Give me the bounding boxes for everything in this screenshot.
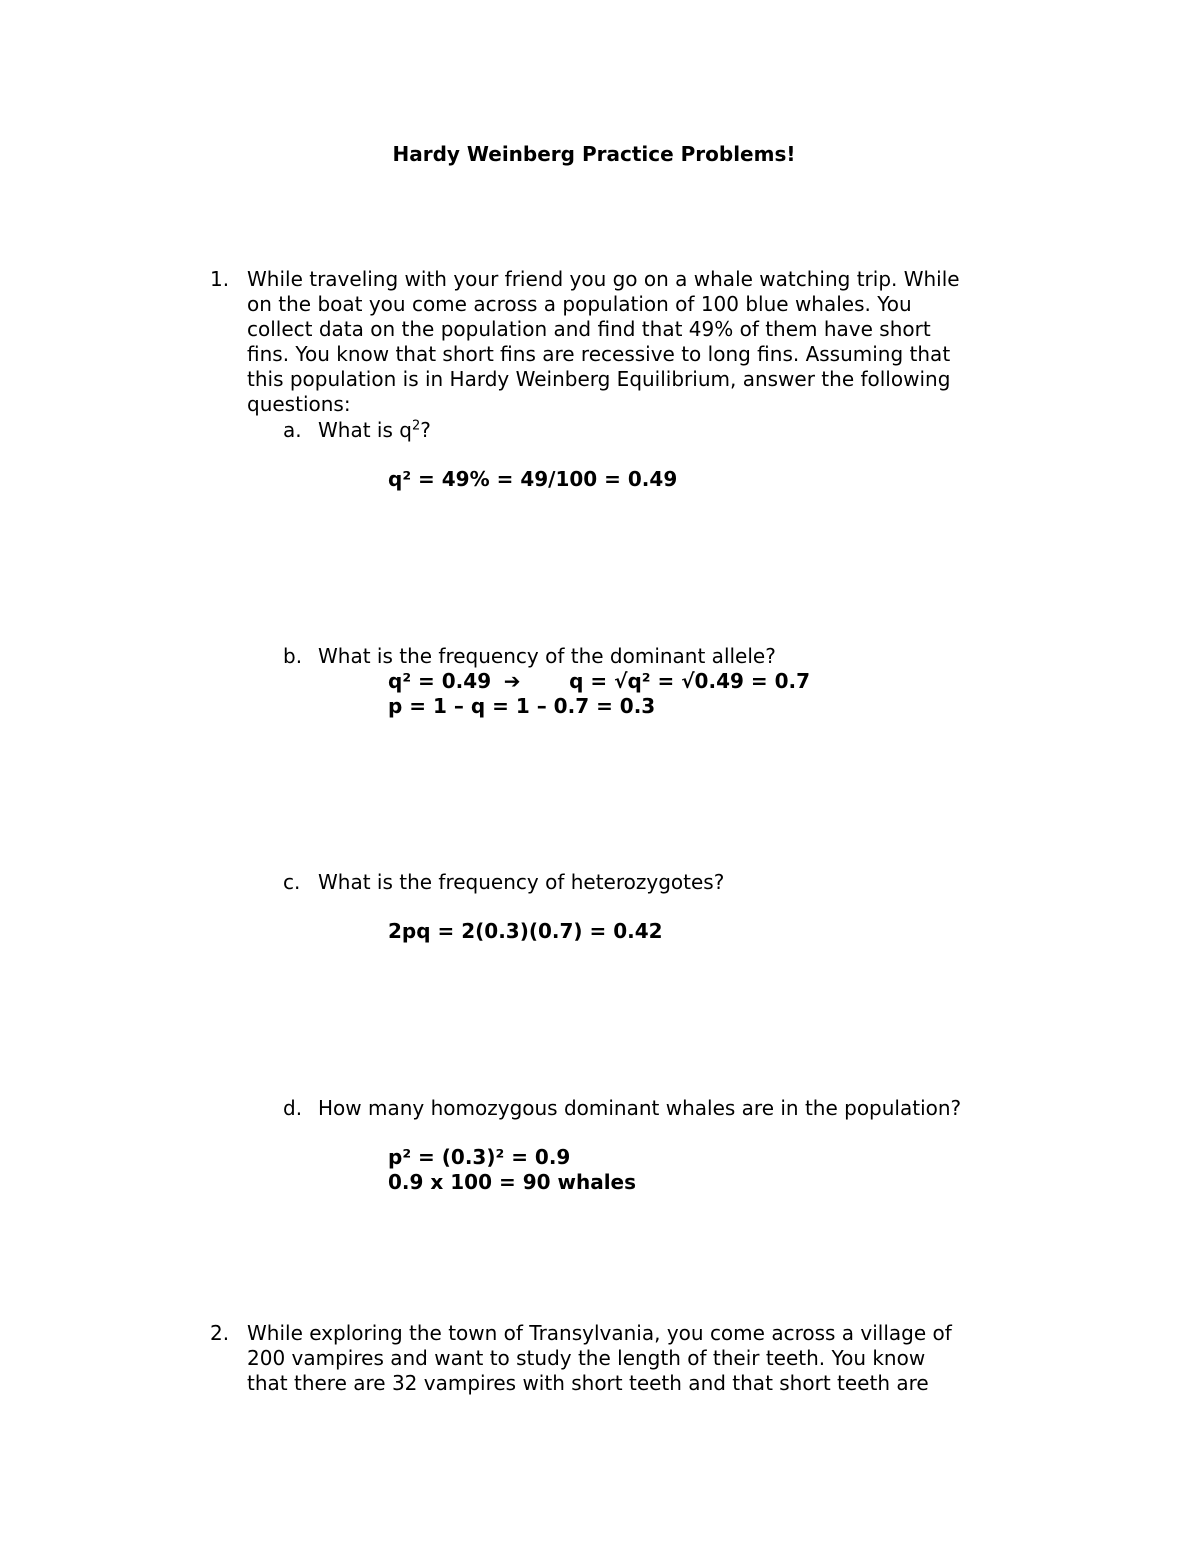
arrow-right-icon: ➔ bbox=[503, 669, 521, 693]
problem-1-line: this population is in Hardy Weinberg Equilibrium, answer the following bbox=[247, 367, 951, 391]
problem-2-line: that there are 32 vampires with short teeth and that short teeth are bbox=[247, 1371, 929, 1395]
problem-1-line: While traveling with your friend you go on a whale watching trip. While bbox=[247, 267, 960, 291]
problem-1-line: questions: bbox=[247, 392, 351, 416]
problem-2-line: 200 vampires and want to study the length of their teeth. You know bbox=[247, 1346, 926, 1370]
answer-c: 2pq = 2(0.3)(0.7) = 0.42 bbox=[388, 919, 663, 943]
problem-2-text bbox=[247, 1321, 1037, 1396]
problem-2-number: 2. bbox=[210, 1321, 230, 1345]
problem-1-text bbox=[247, 267, 1037, 417]
question-a-text bbox=[318, 418, 431, 442]
answer-d-line-2: 0.9 x 100 = 90 whales bbox=[388, 1170, 637, 1194]
document-title: Hardy Weinberg Practice Problems! bbox=[392, 142, 796, 166]
question-c-text: What is the frequency of heterozygotes? bbox=[318, 870, 725, 894]
question-d-text: How many homozygous dominant whales are in the population? bbox=[318, 1096, 962, 1120]
answer-b-line-1 bbox=[388, 669, 810, 694]
answer-b-line-2: p = 1 – q = 1 – 0.7 = 0.3 bbox=[388, 694, 656, 718]
answer-b-right: q = √q² = √0.49 = 0.7 bbox=[569, 669, 811, 693]
question-d-letter: d. bbox=[283, 1096, 303, 1120]
problem-1-line: collect data on the population and find that 49% of them have short bbox=[247, 317, 931, 341]
answer-d-line-1: p² = (0.3)² = 0.9 bbox=[388, 1145, 571, 1169]
problem-1-number: 1. bbox=[210, 267, 230, 291]
question-b-letter: b. bbox=[283, 644, 303, 668]
answer-a: q² = 49% = 49/100 = 0.49 bbox=[388, 467, 678, 491]
question-a-suffix: ? bbox=[420, 418, 431, 442]
answer-b bbox=[388, 669, 810, 719]
question-a-superscript: 2 bbox=[411, 418, 421, 434]
question-b-text: What is the frequency of the dominant allele? bbox=[318, 644, 776, 668]
answer-d bbox=[388, 1145, 636, 1195]
question-c-letter: c. bbox=[283, 870, 301, 894]
problem-1-line: fins. You know that short fins are recessive to long fins. Assuming that bbox=[247, 342, 951, 366]
question-a-letter: a. bbox=[283, 418, 302, 442]
question-a-prefix: What is q bbox=[318, 418, 412, 442]
answer-b-left: q² = 0.49 bbox=[388, 669, 492, 693]
problem-1-line: on the boat you come across a population of 100 blue whales. You bbox=[247, 292, 912, 316]
problem-2-line: While exploring the town of Transylvania, you come across a village of bbox=[247, 1321, 952, 1345]
